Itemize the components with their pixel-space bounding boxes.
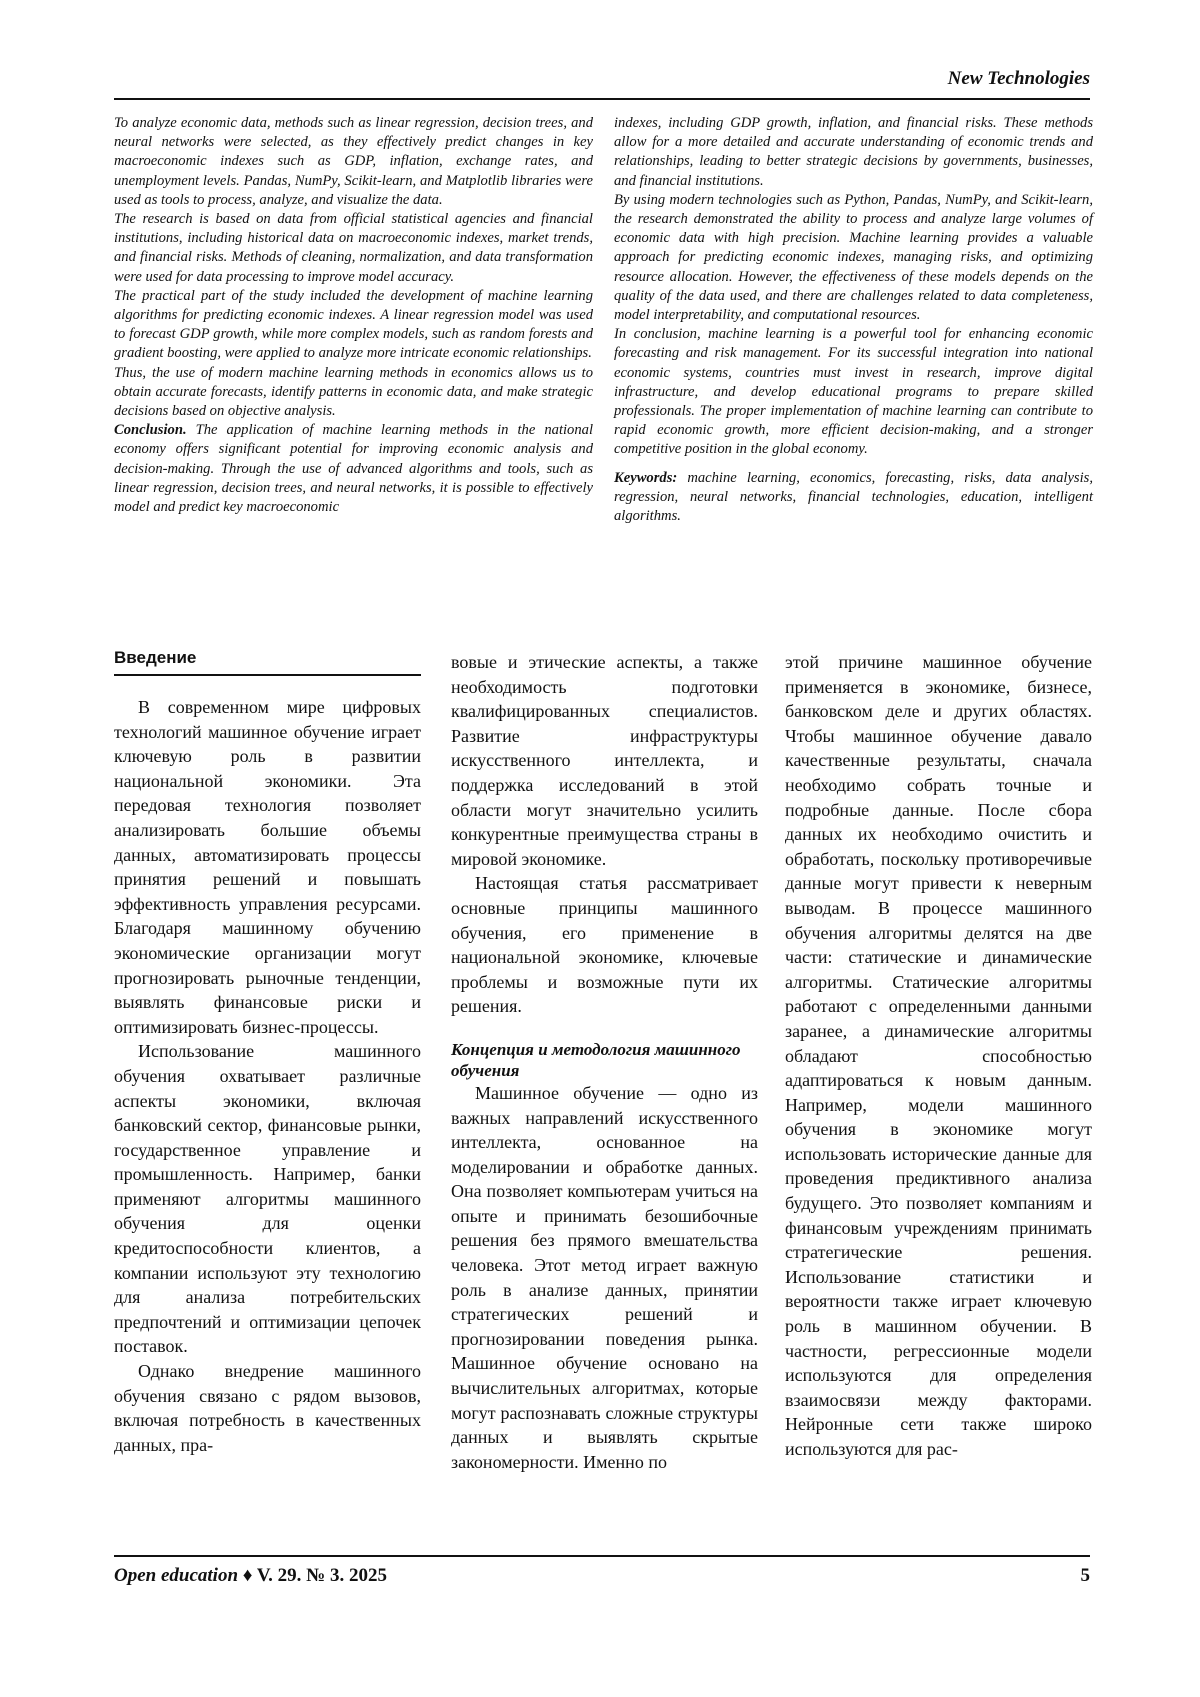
section-heading-introduction: Введение [114, 648, 421, 676]
keywords [614, 469, 1093, 527]
diamond-separator-icon: ♦ [242, 1565, 253, 1586]
conclusion-label: Conclusion. [114, 422, 187, 439]
body-paragraph: Машинное обучение — одно из важных направлений искусственного интеллекта, основанное на моделировании и обработке данных. Она позволяет компьютерам учиться на опыте и принимать безошибочные решения без прямого вмешательства человека. Этот метод играет важную роль в анализе данных, принятии стратегических решений и прогнозировании поведения рынка. Машинное обучение основано на вычислительных алгоритмах, которые могут распознавать сложные структуры данных и выявлять скрытые закономерности. Именно по [451, 1082, 758, 1472]
body-paragraph: вовые и этические аспекты, а также необходимость подготовки квалифицированных специалистов. Развитие инфраструктуры искусственного интеллекта, и поддержка исследований в этой области могут значительно усилить конкурентные преимущества страны в мировой экономике. [451, 652, 758, 869]
body-paragraph: этой причине машинное обучение применяется в экономике, бизнесе, банковском деле и других областях. Чтобы машинное обучение давало качественные результаты, сначала необходимо собрать точные и подробные данные. После сбора данных их необходимо очистить и обработать, поскольку противоречивые данные могут привести к неверным выводам. В процессе машинного обучения алгоритмы делятся на две части: статические и динамические алгоритмы. Статические алгоритмы работают с определенными данными заранее, а динамические алгоритмы обладают способностью адаптироваться к новым данным. Например, модели машинного обучения в экономике могут использовать исторические данные для проведения предиктивного анализа будущего. Это позволяет компаниям и финансовым учреждениям принимать стратегические решения. Использование статистики и вероятности также играет ключевую роль в машинном обучении. В частности, регрессионные модели используются для определения взаимосвязи между факторами. Нейронные сети также широко используются для рас- [785, 652, 1092, 1459]
abstract-paragraph: In conclusion, machine learning is a powerful tool for enhancing economic forecasting and risk management. For its successful integration into national economic systems, countries must invest in research, improve digital infrastructure, and develop educational programs to prepare skilled professionals. The proper implementation of machine learning can contribute to rapid economic growth, more efficient decision-making, and a stronger competitive position in the global economy. [614, 326, 1093, 458]
journal-issue: V. 29. № 3. 2025 [256, 1565, 388, 1586]
abstract-right-column [614, 114, 1093, 526]
abstract-paragraph: The research is based on data from official statistical agencies and financial institutions, including historical data on macroeconomic indexes, market trends, and financial risks. Methods of cleaning, normalization, and data transformation were used for data processing to improve model accuracy. [114, 211, 593, 285]
abstract-paragraph: The practical part of the study included the development of machine learning algorithms for predicting economic indexes. A linear regression model was used to forecast GDP growth, while more complex models, such as random forests and gradient boosting, were applied to analyze more intricate economic relationships. [114, 287, 593, 362]
abstract-paragraph: Thus, the use of modern machine learning methods in economics allows us to obtain accurate forecasts, identify patterns in economic data, and make strategic decisions based on objective analysis. [114, 364, 593, 420]
body-paragraph: В современном мире цифровых технологий машинное обучение играет ключевую роль в развитии национальной экономики. Эта передовая технология позволяет анализировать большие объемы данных, автоматизировать процессы принятия решений и повышать эффективность управления ресурсами. Благодаря машинному обучению экономические организации могут прогнозировать рыночные тенденции, выявлять финансовые риски и оптимизировать бизнес-процессы. [114, 697, 421, 1037]
abstract-conclusion [114, 421, 593, 517]
journal-name: Open education [114, 1565, 239, 1586]
abstract-paragraph: To analyze economic data, methods such as linear regression, decision trees, and neural networks were selected, as they effectively predict changes in key macroeconomic indexes such as GDP, inflation, exchange rates, and unemployment levels. Pandas, NumPy, Scikit-learn, and Matplotlib libraries were used as tools to process, analyze, and visualize the data. [114, 115, 593, 208]
body-column-3 [785, 650, 1092, 1462]
conclusion-text: The application of machine learning methods in the national economy offers significant potential for improving economic analysis and decision-making. Through the use of advanced algorithms and tools, such as linear regression, decision trees, and neural networks, it is possible to effectively model and predict key macroeconomic [114, 422, 593, 516]
section-name: New Technologies [947, 68, 1090, 89]
abstract-left-column [114, 114, 593, 517]
body-column-1 [114, 695, 421, 1457]
body-paragraph: Использование машинного обучения охватывает различные аспекты экономики, включая банковский сектор, финансовые рынки, государственное управление и промышленность. Например, банки применяют алгоритмы машинного обучения для оценки кредитоспособности клиентов, а компании используют эту технологию для анализа потребительских предпочтений и оптимизации цепочек поставок. [114, 1041, 421, 1357]
abstract-paragraph: indexes, including GDP growth, inflation, and financial risks. These methods allow for a more detailed and accurate understanding of economic trends and relationships, leading to better strategic decisions by governments, businesses, and financial institutions. [614, 115, 1093, 189]
page-number: 5 [1080, 1565, 1090, 1586]
keywords-label: Keywords: [614, 469, 678, 486]
keywords-text: machine learning, economics, forecasting, risks, data analysis, regression, neural networks, financial technologies, education, intelligent algorithms. [614, 469, 1093, 525]
body-paragraph: Настоящая статья рассматривает основные принципы машинного обучения, его применение в национальной экономике, ключевые проблемы и возможные пути их решения. [451, 873, 758, 1017]
abstract-paragraph: By using modern technologies such as Python, Pandas, NumPy, and Scikit-learn, the research demonstrated the ability to process and analyze large volumes of economic data with high precision. Machine learning provides a valuable approach for predicting economic indexes, managing risks, and optimizing resource allocation. However, the effectiveness of these models depends on the quality of the data used, and there are challenges related to data completeness, model interpretability, and computational resources. [614, 191, 1093, 324]
running-head [114, 68, 1090, 100]
body-column-2 [451, 650, 758, 1474]
body-paragraph: Однако внедрение машинного обучения связано с рядом вызовов, включая потребность в качественных данных, пра- [114, 1361, 421, 1455]
page-footer [114, 1555, 1090, 1595]
subheading-concept: Концепция и методология машинного обучения [451, 1039, 741, 1080]
